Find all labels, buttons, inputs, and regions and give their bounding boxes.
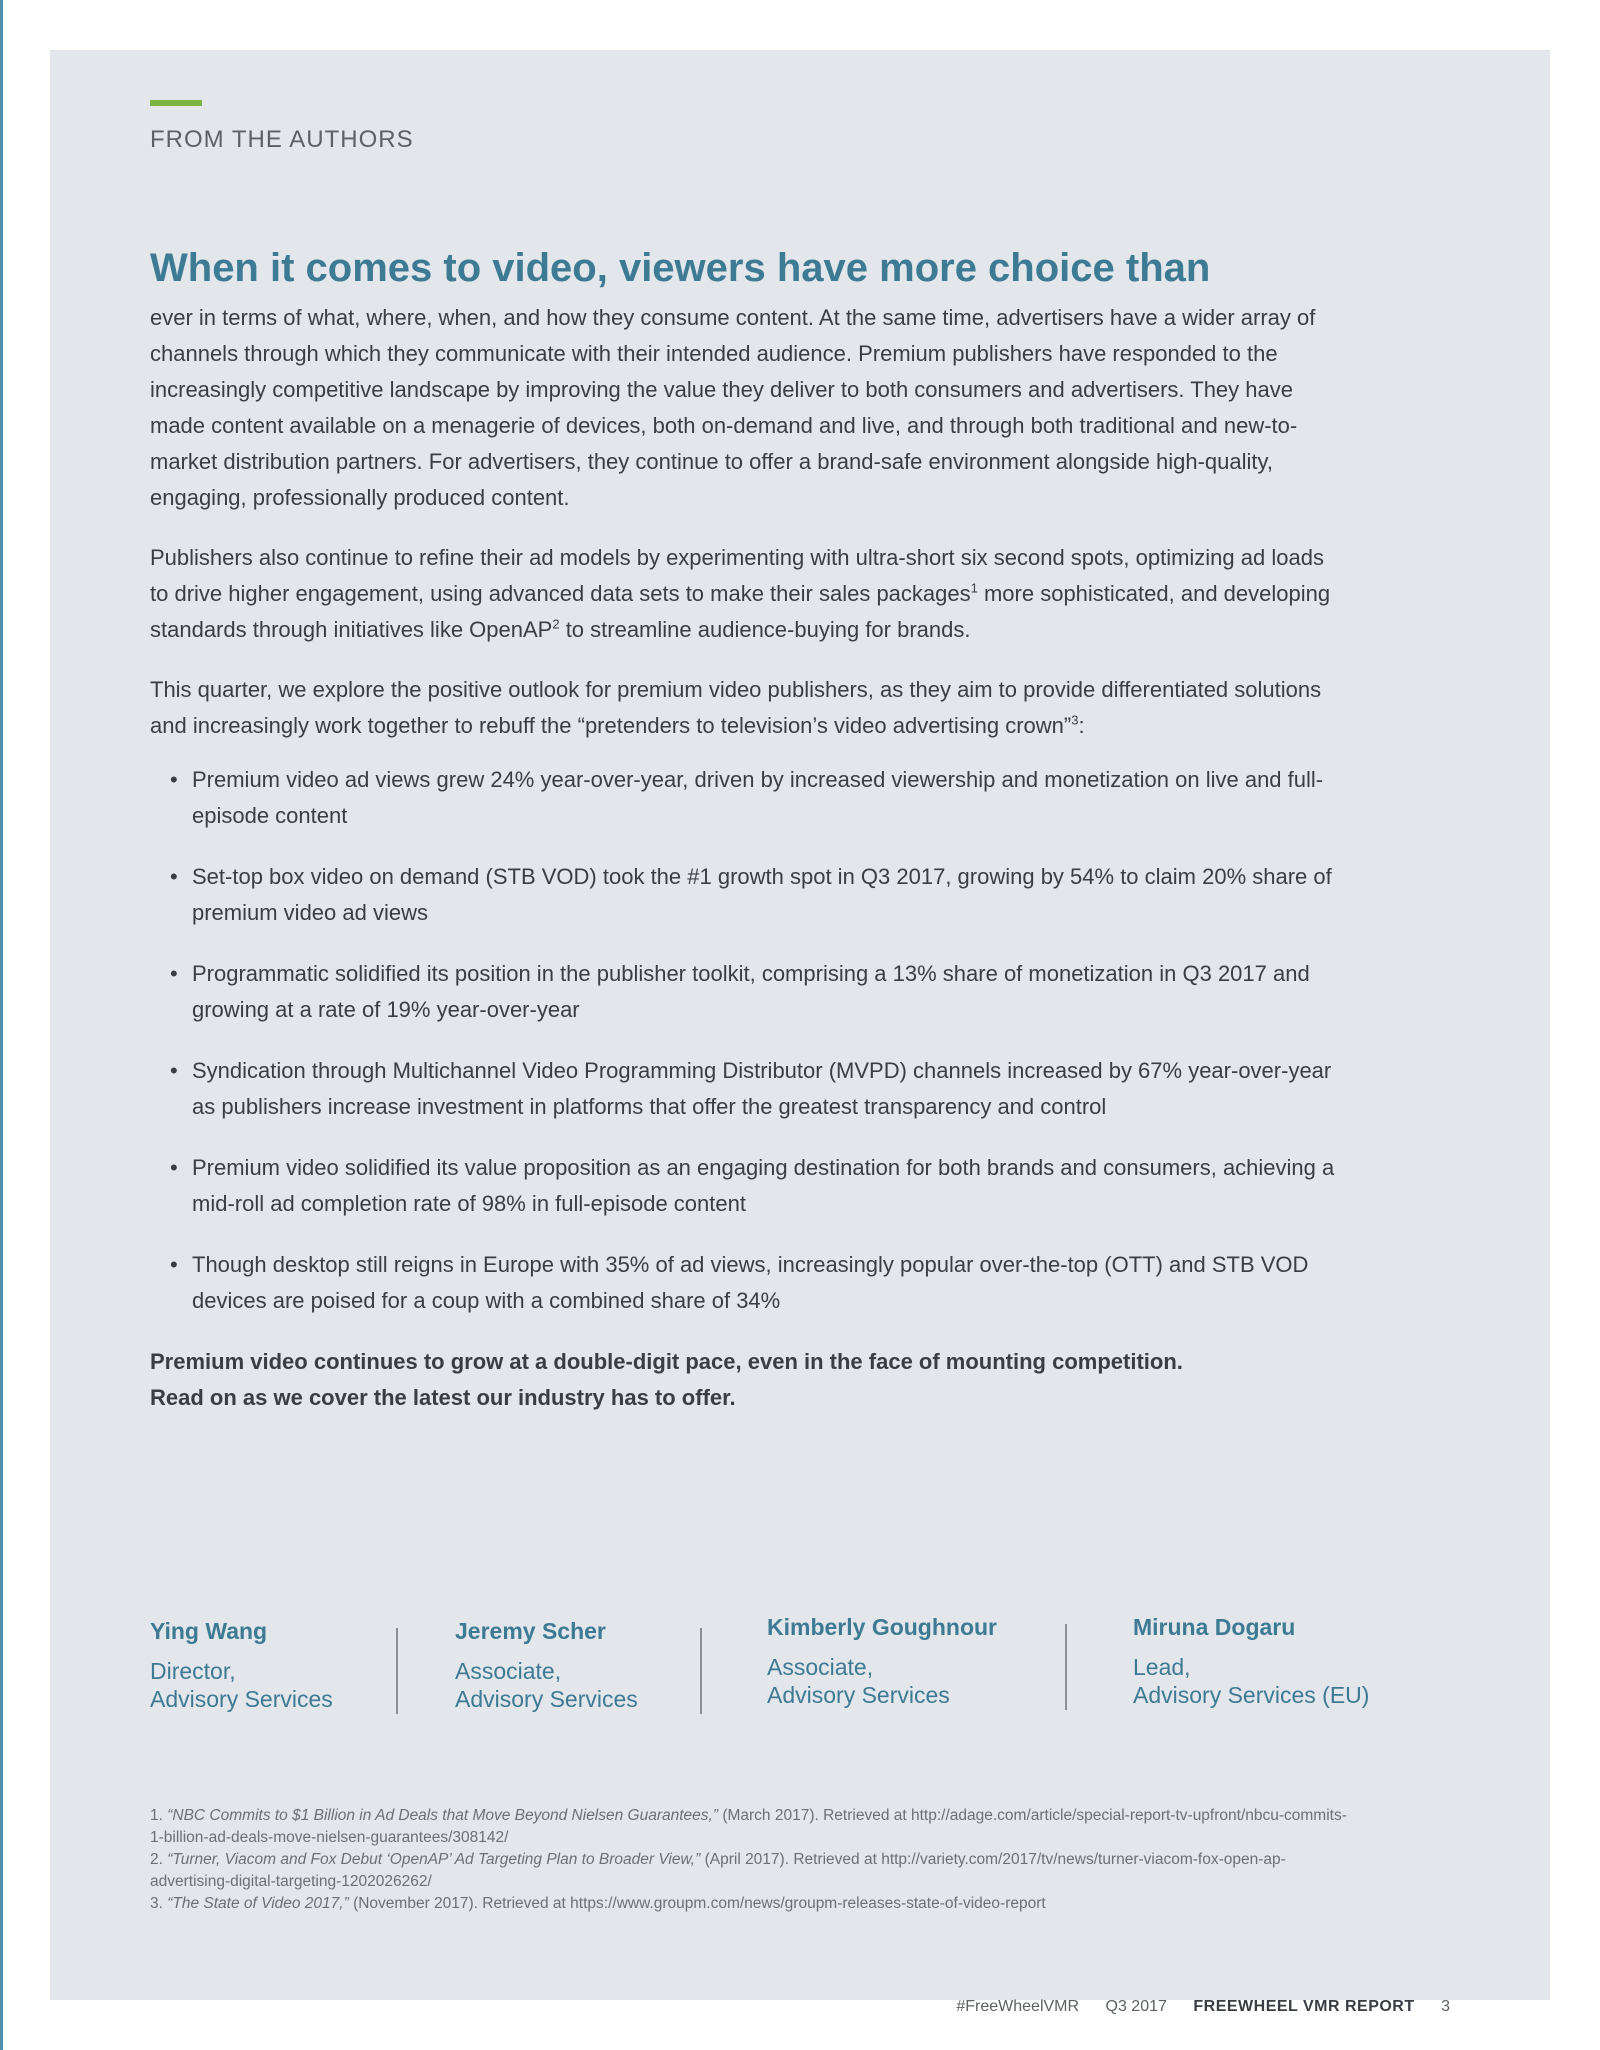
author-divider [1065,1624,1067,1710]
key-findings-list [150,762,1340,1319]
page-footer [934,1998,1450,2016]
footnote-title: “NBC Commits to $1 Billion in Ad Deals that Move Beyond Nielsen Guarantees,” [167,1807,719,1824]
footnote-3 [150,1893,1350,1915]
paragraph-intro: ever in terms of what, where, when, and how they consume content. At the same time, advertisers have a wider array of channels through which they communicate with their intended audience. Premium publishers have responded to the increasingly competitive landscape by improving the value they deliver to both consumers and advertisers. They have made content available on a menagerie of devices, both on-demand and live, and through both traditional and new-to-market distribution partners. For advertisers, they continue to offer a brand-safe environment alongside high-quality, engaging, professionally produced content. [150,305,1316,510]
footnote-ref-3: 3 [1071,712,1079,728]
author-divider [700,1628,702,1714]
footnote-ref-2: 2 [552,616,560,632]
footnote-source: (April 2017). Retrieved at http://variety.com/2017/tv/news/turner-viacom-fox-open-ap-advertising-digital-targeting-1202026262/ [150,1851,1286,1890]
body-text [150,300,1340,1440]
page-number: 3 [1441,1998,1450,2015]
footnote-ref-1: 1 [970,580,978,596]
list-item-text: • Programmatic solidified its position in the publisher toolkit, comprising a 13% share of monetization in Q3 2017 and growing at a rate of 19% year-over-year [192,961,1310,1022]
paragraph-outlook-part-2: : [1078,713,1085,738]
author-name: Jeremy Scher [455,1618,606,1644]
list-item [170,1150,1340,1222]
paragraph-outlook [150,672,1340,744]
footnote-source: (March 2017). Retrieved at http://adage.com/article/special-report-tv-upfront/nbcu-commits-1-billion-ad-deals-move-nielsen-guarantees/308142/ [150,1807,1347,1846]
list-item-text: • Premium video ad views grew 24% year-over-year, driven by increased viewership and monetization on live and full-episode content [192,767,1324,828]
authors-row [150,1614,1480,1718]
footnotes [150,1805,1350,1915]
author-role-line-2: Advisory Services [455,1686,638,1712]
footer-report-name: FREEWHEEL VMR REPORT [1193,1998,1415,2015]
conclusion [150,1344,1340,1416]
author-name: Miruna Dogaru [1133,1614,1296,1640]
footer-quarter: Q3 2017 [1105,1998,1167,2015]
list-item-text: • Premium video solidified its value proposition as an engaging destination for both brands and consumers, achieving a mid-roll ad completion rate of 98% in full-episode content [192,1155,1335,1216]
list-item-text: • Set-top box video on demand (STB VOD) took the #1 growth spot in Q3 2017, growing by 54% to claim 20% share of premium video ad views [192,864,1332,925]
paragraph-ad-models-part-3: to streamline audience-buying for brands. [559,617,971,642]
paragraph-ad-models [150,540,1340,648]
author-name: Ying Wang [150,1618,268,1644]
author-role-line-1: Director, [150,1658,236,1684]
paragraph-outlook-part-1: This quarter, we explore the positive outlook for premium video publishers, as they aim to provide differentiated solutions and increasingly work together to rebuff the “pretenders to television’s video advertising crown” [150,677,1322,738]
content-panel [50,50,1550,2015]
list-item [170,1053,1340,1125]
paragraph-ad-models-part-1: Publishers also continue to refine their ad models by experimenting with ultra-short six second spots, optimizing ad loads to drive higher engagement, using advanced data sets to make their sales packages [150,545,1324,606]
author-role-line-1: Associate, [767,1654,874,1680]
author-role-line-1: Associate, [455,1658,562,1684]
footnote-number: 2. [150,1851,168,1868]
footer-hashtag: #FreeWheelVMR [956,1998,1080,2015]
author-card [1133,1614,1369,1709]
conclusion-line-1: Premium video continues to grow at a double-digit pace, even in the face of mounting competition. [150,1349,1183,1374]
footnote-1 [150,1805,1350,1849]
author-card [150,1618,333,1713]
footnote-2 [150,1849,1350,1893]
paragraph-ad-models-part-2: more sophisticated, and developing standards through initiatives like OpenAP [150,581,1331,642]
author-role-line-2: Advisory Services [767,1682,950,1708]
list-item [170,956,1340,1028]
section-accent-bar [150,100,202,106]
author-role-line-2: Advisory Services (EU) [1133,1682,1370,1708]
footnote-title: “Turner, Viacom and Fox Debut ‘OpenAP’ Ad Targeting Plan to Broader View,” [167,1851,701,1868]
list-item [170,1247,1340,1319]
list-item [170,859,1340,931]
list-item-text: • Though desktop still reigns in Europe with 35% of ad views, increasingly popular over-the-top (OTT) and STB VOD devices are poised for a coup with a combined share of 34% [192,1252,1309,1313]
author-card [455,1618,638,1713]
list-item [170,762,1340,834]
footnote-number: 1. [150,1807,168,1824]
footnote-number: 3. [150,1895,168,1912]
footnote-source: (November 2017). Retrieved at https://www.groupm.com/news/groupm-releases-state-of-video-report [348,1895,1046,1912]
footnote-title: “The State of Video 2017,” [167,1895,349,1912]
list-item-text: • Syndication through Multichannel Video Programming Distributor (MVPD) channels increased by 67% year-over-year as publishers increase investment in platforms that offer the greatest transparency and control [192,1058,1332,1119]
author-name: Kimberly Goughnour [767,1614,997,1640]
author-role-line-2: Advisory Services [150,1686,333,1712]
author-divider [396,1628,398,1714]
headline: When it comes to video, viewers have more choice than [150,246,1211,290]
author-role-line-1: Lead, [1133,1654,1191,1680]
conclusion-line-2: Read on as we cover the latest our industry has to offer. [150,1385,736,1410]
author-card [767,1614,997,1709]
section-label: FROM THE AUTHORS [150,126,414,153]
page-edge-line [0,0,3,2050]
